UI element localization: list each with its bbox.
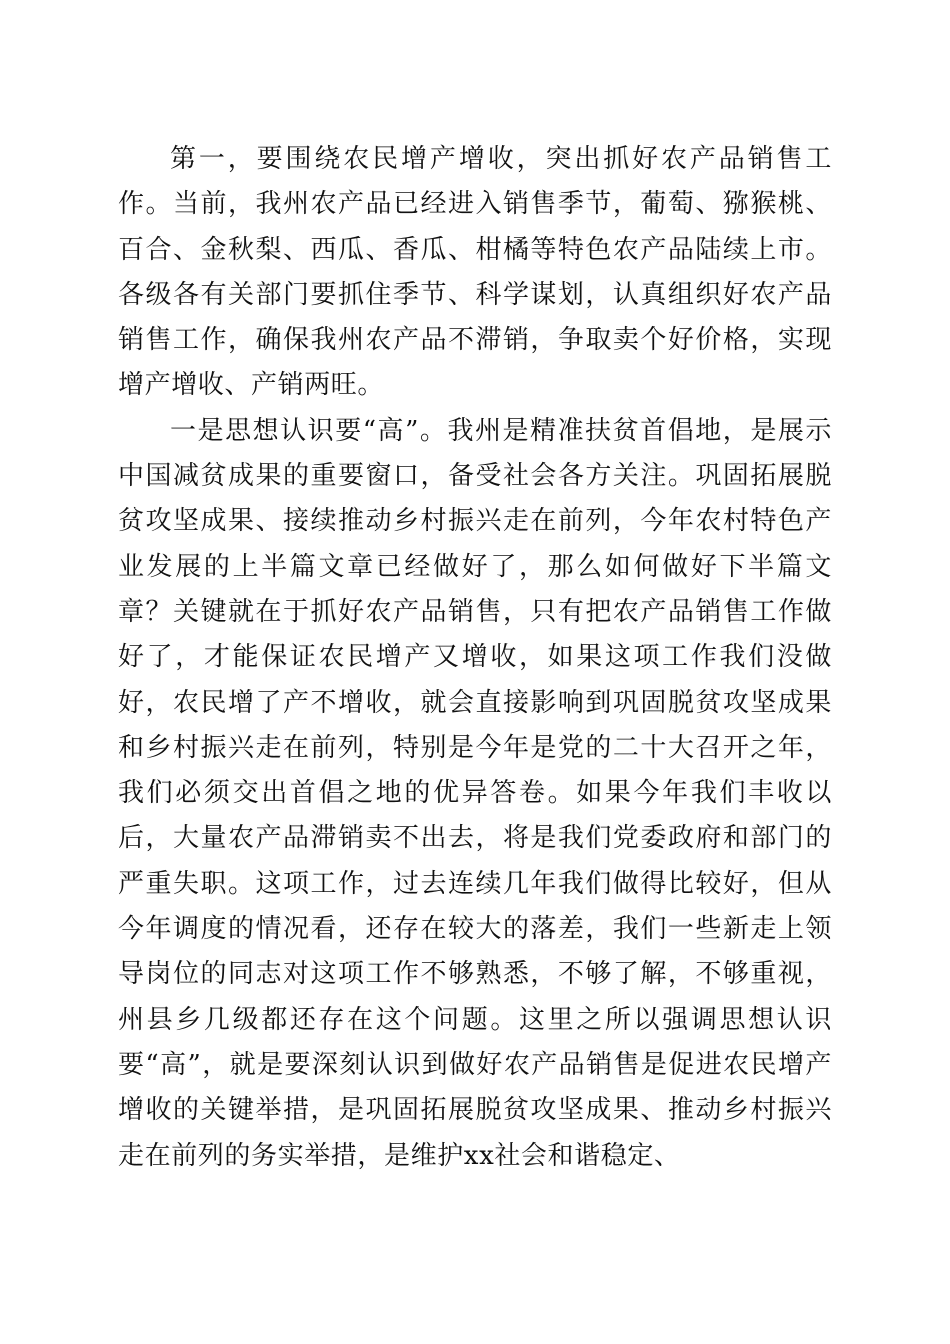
paragraph-thinking-high: 一是思想认识要“高”。我州是精准扶贫首倡地，是展示中国减贫成果的重要窗口，备受社会各方关注。巩固拓展脱贫攻坚成果、接续推动乡村振兴走在前列，今年农村特色产业发展的上半篇文章已经做好了，那么如何做好下半篇文章？关键就在于抓好农产品销售，只有把农产品销售工作做好了，才能保证农民增产又增收，如果这项工作我们没做好，农民增了产不增收，就会直接影响到巩固脱贫攻坚成果和乡村振兴走在前列，特别是今年是党的二十大召开之年，我们必须交出首倡之地的优异答卷。如果今年我们丰收以后，大量农产品滞销卖不出去，将是我们党委政府和部门的严重失职。这项工作，过去连续几年我们做得比较好，但从今年调度的情况看，还存在较大的落差，我们一些新走上领导岗位的同志对这项工作不够熟悉，不够了解，不够重视，州县乡几级都还存在这个问题。这里之所以强调思想认识要“高”，就是要深刻认识到做好农产品销售是促进农民增产增收的关键举措，是巩固拓展脱贫攻坚成果、推动乡村振兴走在前列的务实举措，是维护xx社会和谐稳定、 — [118, 415, 832, 1171]
paragraph-sales-work: 第一，要围绕农民增产增收，突出抓好农产品销售工作。当前，我州农产品已经进入销售季节，葡萄、猕猴桃、百合、金秋梨、西瓜、香瓜、柑橘等特色农产品陆续上市。各级各有关部门要抓住季节、科学谋划，认真组织好农产品销售工作，确保我州农产品不滞销，争取卖个好价格，实现增产增收、产销两旺。 — [118, 144, 832, 401]
document-body — [118, 137, 832, 1179]
